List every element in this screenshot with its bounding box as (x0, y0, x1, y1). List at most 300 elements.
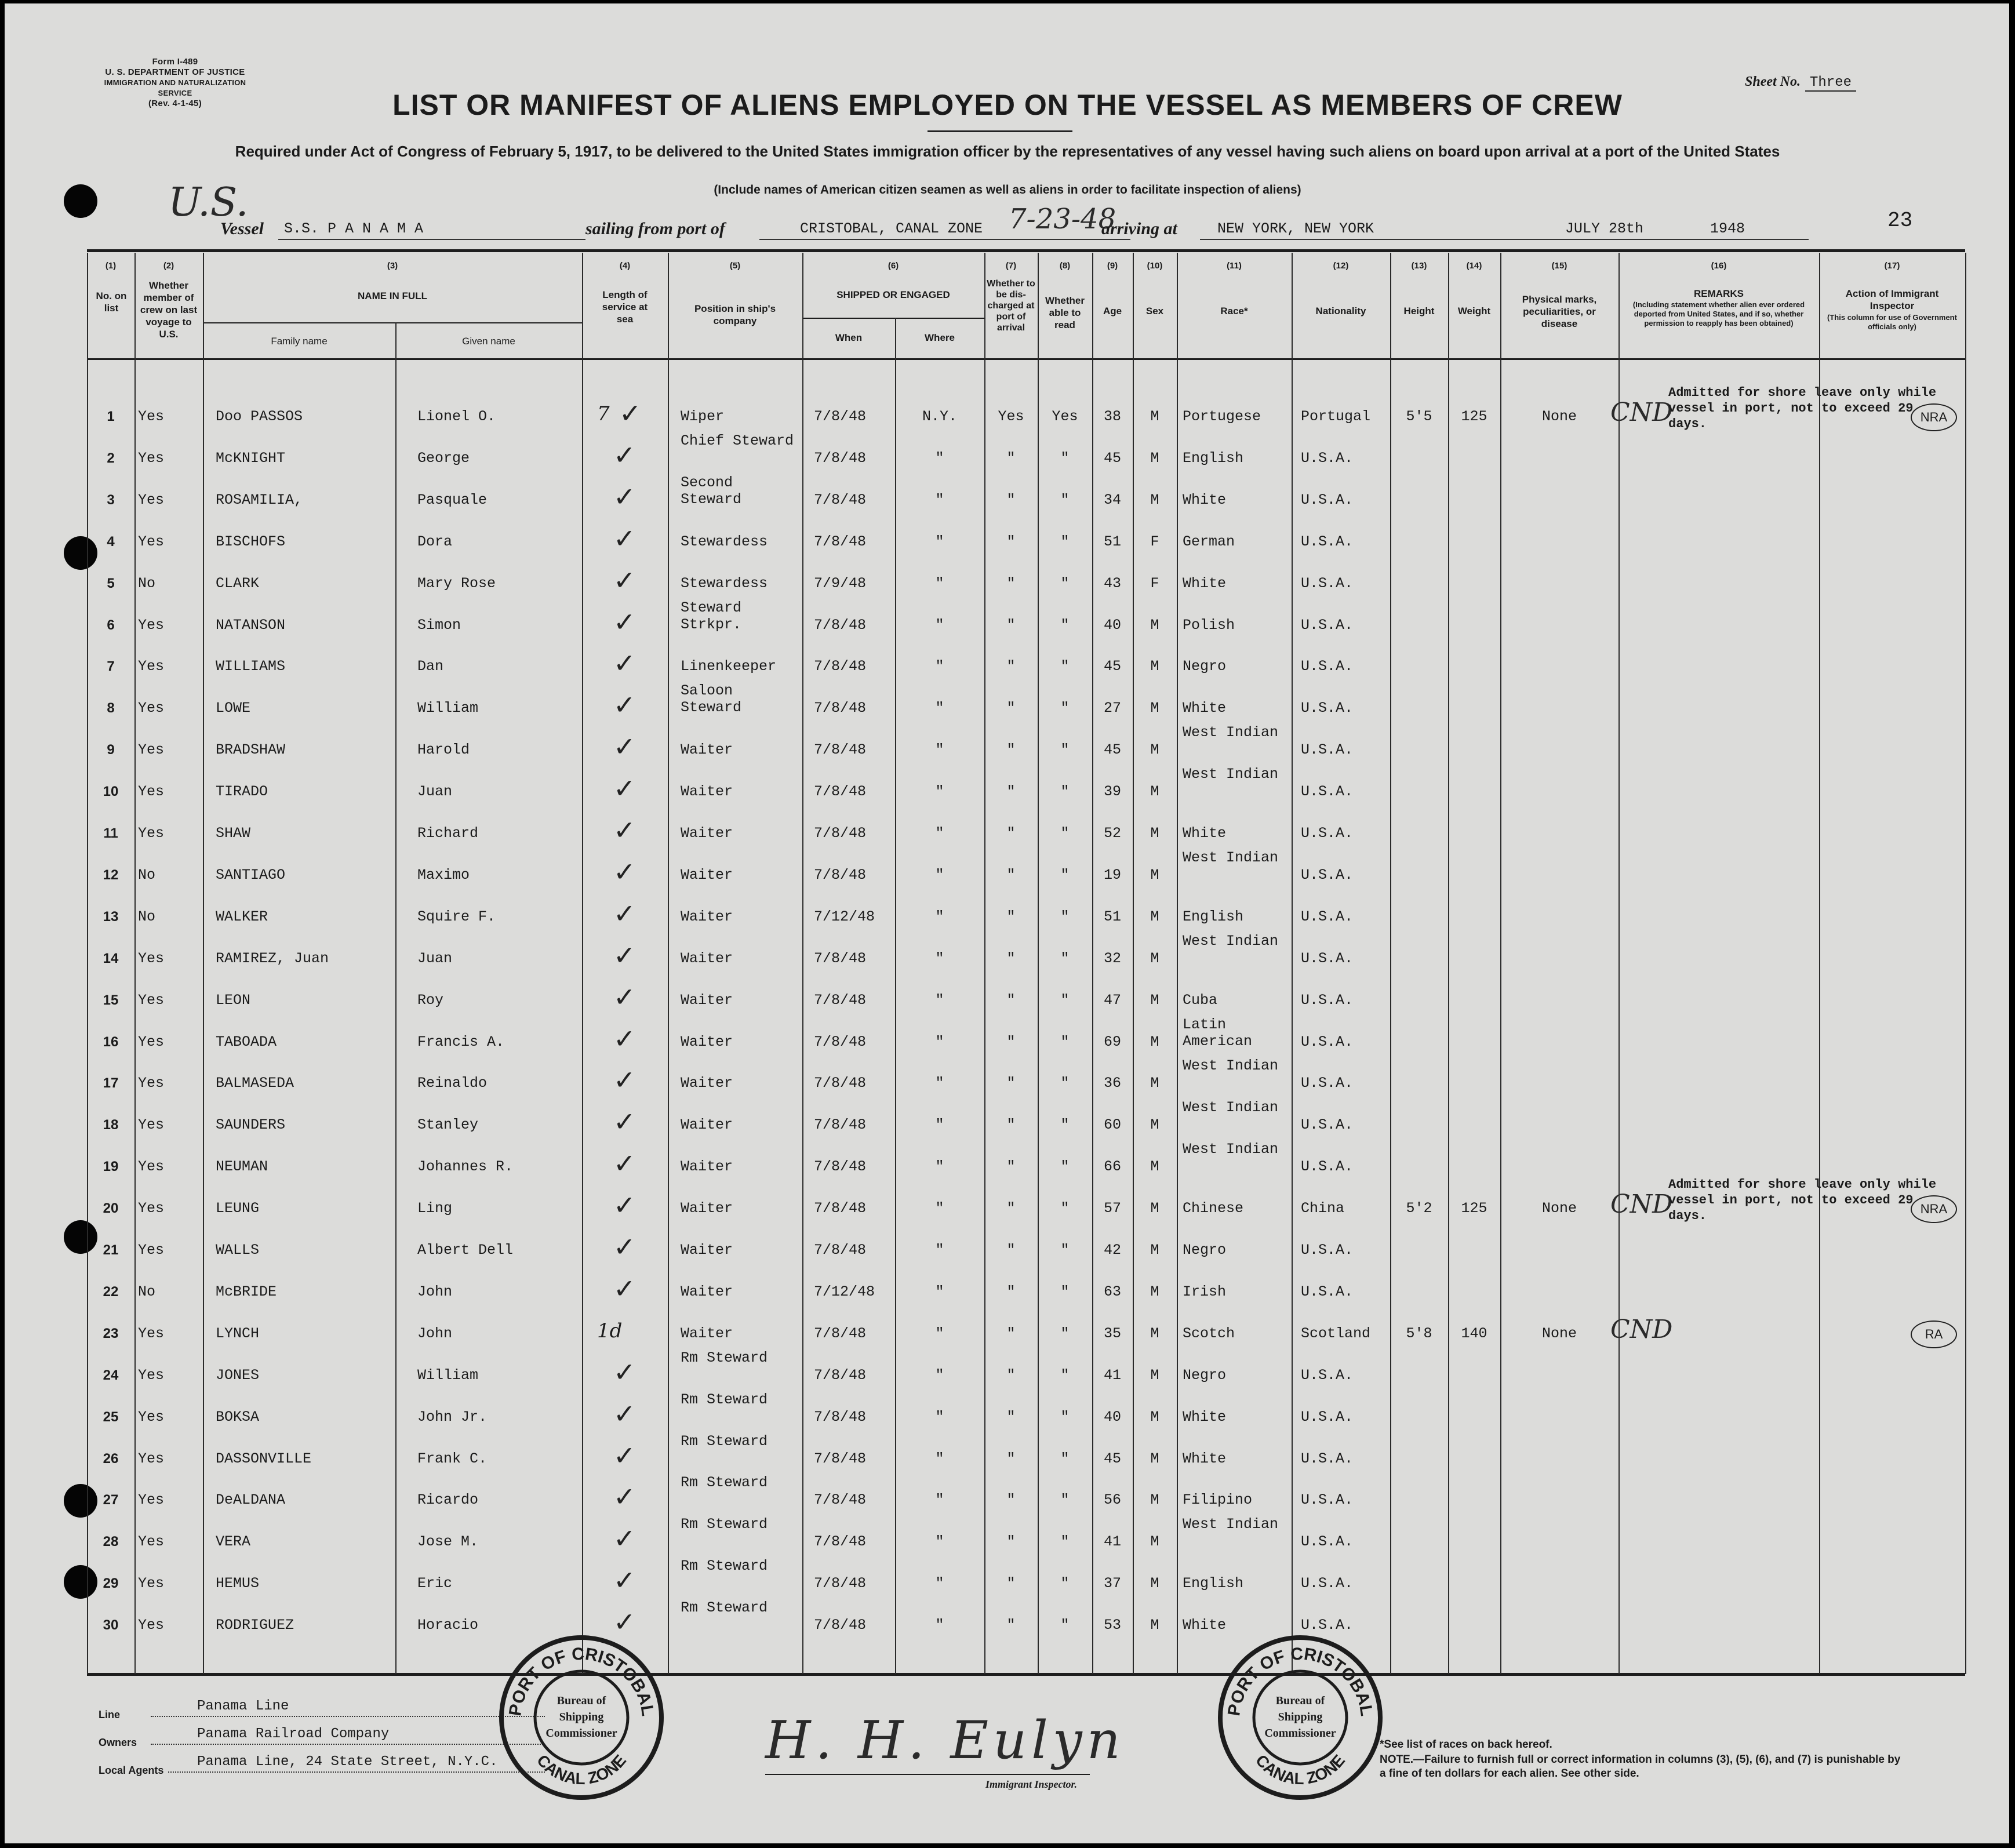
check-mark-icon: ✓ (613, 731, 636, 762)
cell-pos: Waiter (681, 867, 733, 883)
cell-last: Yes (138, 1367, 165, 1384)
cell-last: Yes (138, 950, 165, 967)
cell-pos: Waiter (681, 1283, 733, 1300)
col-number: (3) (387, 261, 398, 271)
cell-pos: Waiter (681, 1242, 733, 1258)
cell-race: German (1183, 533, 1235, 550)
cell-given: Albert Dell (417, 1242, 514, 1258)
cell-family: TABOADA (216, 1034, 277, 1050)
cell-read: " (1060, 658, 1070, 675)
cell-race: Negro (1183, 658, 1227, 675)
cell-race: English (1183, 450, 1244, 467)
form-revision: (Rev. 4-1-45) (148, 99, 202, 108)
sheet-value: Three (1805, 75, 1856, 92)
cell-nat: U.S.A. (1301, 992, 1354, 1009)
cell-read: " (1060, 533, 1070, 550)
cell-given: Squire F. (417, 908, 496, 925)
col-number: (7) (1005, 261, 1017, 271)
cell-no: 12 (103, 867, 119, 883)
cell-given: Ling (417, 1200, 453, 1217)
cell-when: 7/8/48 (814, 783, 867, 800)
col-header-remarks-sub: (Including statement whether alien ever ordered deported from United States, and if so, whether permission to reapply has been obtained) (1632, 300, 1805, 328)
cell-nat: U.S.A. (1301, 867, 1354, 883)
cell-no: 2 (107, 450, 115, 466)
check-mark-icon: ✓ (613, 689, 636, 721)
cell-no: 25 (103, 1409, 119, 1425)
cell-where: " (935, 1575, 944, 1592)
cell-read: " (1060, 741, 1070, 758)
col-divider (1965, 253, 1966, 1674)
cell-last: Yes (138, 1450, 165, 1467)
cell-dis: " (1006, 867, 1016, 883)
cell-dis: Yes (998, 408, 1024, 425)
cell-family: VERA (216, 1533, 251, 1550)
cell-age: 69 (1103, 1034, 1121, 1050)
cell-last: Yes (138, 1492, 165, 1508)
cell-sex: M (1150, 908, 1159, 925)
cell-sex: M (1150, 992, 1159, 1009)
cell-no: 17 (103, 1075, 119, 1091)
cell-dis: " (1006, 533, 1016, 550)
cell-read: " (1060, 1325, 1070, 1342)
cell-age: 27 (1103, 700, 1121, 716)
races-note: *See list of races on back hereof. (1380, 1738, 1552, 1751)
cell-race: West Indian (1183, 1057, 1279, 1074)
cell-last: Yes (138, 1617, 165, 1634)
cell-where: " (935, 741, 944, 758)
cell-marks: None (1541, 1325, 1577, 1342)
cell-pos: Waiter (681, 825, 733, 842)
cell-where: " (935, 992, 944, 1009)
cell-when: 7/8/48 (814, 1533, 867, 1550)
cell-family: NEUMAN (216, 1158, 268, 1175)
cell-when: 7/8/48 (814, 1200, 867, 1217)
col-divider (1292, 253, 1293, 1674)
cell-family: WALLS (216, 1242, 260, 1258)
check-mark-icon: ✓ (613, 606, 636, 638)
cell-read: " (1060, 575, 1070, 592)
form-department: U. S. DEPARTMENT OF JUSTICE (105, 67, 245, 77)
title-underline (928, 130, 1072, 132)
cell-race: White (1183, 700, 1227, 716)
cell-when: 7/8/48 (814, 950, 867, 967)
cell-read: " (1060, 992, 1070, 1009)
cell-age: 32 (1103, 950, 1121, 967)
cell-given: John Jr. (417, 1409, 488, 1425)
seal-bottom-text: CANAL ZONE (533, 1751, 630, 1788)
cell-age: 51 (1103, 533, 1121, 550)
cell-family: BRADSHAW (216, 741, 286, 758)
cell-nat: U.S.A. (1301, 1575, 1354, 1592)
cell-nat: U.S.A. (1301, 908, 1354, 925)
cell-when: 7/8/48 (814, 700, 867, 716)
col-header-where: Where (925, 332, 955, 343)
cell-read: " (1060, 908, 1070, 925)
cell-family: DeALDANA (216, 1492, 286, 1508)
cell-read: " (1060, 1034, 1070, 1050)
cell-age: 63 (1103, 1283, 1121, 1300)
cell-age: 42 (1103, 1242, 1121, 1258)
form-service: IMMIGRATION AND NATURALIZATION SERVICE (104, 78, 246, 97)
check-mark-icon: ✓ (619, 398, 642, 429)
col-divider (582, 253, 583, 1674)
handwritten-date: 7-23-48 (1009, 203, 1116, 235)
seal-inner-line: Shipping (1278, 1711, 1323, 1723)
cell-nat: U.S.A. (1301, 1367, 1354, 1384)
cell-dis: " (1006, 1492, 1016, 1508)
cell-pos: Waiter (681, 992, 733, 1009)
svg-text:CANAL ZONE (1252, 1751, 1348, 1788)
cell-race: English (1183, 1575, 1244, 1592)
cell-sex: M (1150, 825, 1159, 842)
cell-family: BISCHOFS (216, 533, 286, 550)
cell-pos: Rm Steward (681, 1349, 768, 1366)
remark-text: Admitted for shore leave only while vessel in port, not to exceed 29 days. (1668, 385, 1937, 431)
cell-age: 52 (1103, 825, 1121, 842)
cell-nat: U.S.A. (1301, 1242, 1354, 1258)
check-mark-icon: ✓ (613, 647, 636, 679)
check-mark-icon: ✓ (613, 1606, 636, 1638)
cell-where: " (935, 867, 944, 883)
cell-sex: M (1150, 1116, 1159, 1133)
cell-age: 56 (1103, 1492, 1121, 1508)
cell-family: HEMUS (216, 1575, 260, 1592)
col-header-name: NAME IN FULL (358, 290, 427, 301)
cell-last: Yes (138, 783, 165, 800)
col-number: (5) (729, 261, 741, 271)
owners-label: Owners (99, 1737, 137, 1748)
cell-when: 7/12/48 (814, 908, 875, 925)
cell-race: White (1183, 575, 1227, 592)
cell-dis: " (1006, 1450, 1016, 1467)
arrival-date: JULY 28th (1449, 220, 1809, 240)
cell-age: 39 (1103, 783, 1121, 800)
cell-race: Chinese (1183, 1200, 1244, 1217)
check-mark-icon: ✓ (613, 773, 636, 804)
cell-nat: U.S.A. (1301, 492, 1354, 508)
cell-nat: U.S.A. (1301, 825, 1354, 842)
col-divider (395, 322, 397, 1674)
handwritten-remark: CND (1610, 1189, 1673, 1219)
cell-where: " (935, 1492, 944, 1508)
handwritten-remark: CND (1610, 398, 1673, 427)
cell-dis: " (1006, 908, 1016, 925)
cell-when: 7/8/48 (814, 1367, 867, 1384)
cell-last: Yes (138, 617, 165, 634)
cell-no: 27 (103, 1492, 119, 1508)
check-mark-icon: ✓ (613, 1189, 636, 1221)
check-mark-icon: ✓ (613, 439, 636, 471)
cell-when: 7/8/48 (814, 1034, 867, 1050)
cell-when: 7/8/48 (814, 1075, 867, 1092)
cell-race: Irish (1183, 1283, 1227, 1300)
cell-nat: U.S.A. (1301, 1409, 1354, 1425)
cell-last: Yes (138, 1325, 165, 1342)
arrival-port: NEW YORK, NEW YORK (1200, 220, 1461, 240)
cell-given: Mary Rose (417, 575, 496, 592)
col-header-read: Whether able to read (1045, 295, 1085, 330)
cell-family: ROSAMILIA, (216, 492, 303, 508)
cell-given: George (417, 450, 470, 467)
cell-pos: Waiter (681, 950, 733, 967)
check-mark-icon: ✓ (613, 856, 636, 887)
col-header-no: No. on list (96, 290, 127, 314)
cell-race: Negro (1183, 1367, 1227, 1384)
cell-dis: " (1006, 1533, 1016, 1550)
cell-where: " (935, 1617, 944, 1634)
cell-dis: " (1006, 1575, 1016, 1592)
inspector-action-badge: NRA (1911, 403, 1957, 431)
cell-sex: M (1150, 617, 1159, 634)
cell-last: Yes (138, 658, 165, 675)
cell-where: " (935, 533, 944, 550)
cell-family: McBRIDE (216, 1283, 277, 1300)
cell-where: " (935, 1367, 944, 1384)
cell-where: " (935, 1200, 944, 1217)
cell-given: Stanley (417, 1116, 479, 1133)
cell-sex: M (1150, 950, 1159, 967)
cell-dis: " (1006, 658, 1016, 675)
col-header-race: Race* (1220, 305, 1248, 317)
cell-no: 13 (103, 909, 119, 925)
cell-age: 60 (1103, 1116, 1121, 1133)
col-number: (14) (1466, 261, 1482, 271)
cell-given: Roy (417, 992, 444, 1009)
col-divider (1819, 253, 1820, 1674)
cell-read: " (1060, 1450, 1070, 1467)
cell-read: " (1060, 1283, 1070, 1300)
cell-age: 53 (1103, 1617, 1121, 1634)
seal-inner-line: Bureau of (557, 1694, 606, 1707)
cell-service: 7 (597, 402, 610, 425)
cell-no: 28 (103, 1534, 119, 1549)
cell-sex: M (1150, 1450, 1159, 1467)
cell-sex: M (1150, 408, 1159, 425)
cell-nat: U.S.A. (1301, 658, 1354, 675)
cell-no: 24 (103, 1367, 119, 1383)
inspector-label: Immigrant Inspector. (985, 1778, 1078, 1790)
cell-dis: " (1006, 450, 1016, 467)
port-seal-right (1216, 1634, 1384, 1802)
cell-sex: F (1150, 575, 1159, 592)
inspector-signature: H. H. Eulyn (765, 1710, 1125, 1771)
line-label: Line (99, 1709, 121, 1720)
cell-nat: Portugal (1301, 408, 1371, 425)
check-mark-icon: ✓ (613, 1523, 636, 1554)
cell-family: TIRADO (216, 783, 268, 800)
col-number: (12) (1333, 261, 1349, 271)
col-header-remarks: REMARKS (1694, 288, 1744, 299)
cell-where: " (935, 1533, 944, 1550)
col-divider (134, 253, 136, 1674)
cell-when: 7/8/48 (814, 992, 867, 1009)
cell-where: " (935, 575, 944, 592)
header-bottom-rule (87, 358, 1965, 360)
cell-no: 22 (103, 1284, 119, 1300)
cell-nat: U.S.A. (1301, 783, 1354, 800)
cell-when: 7/8/48 (814, 1617, 867, 1634)
cell-pos: Rm Steward (681, 1558, 768, 1574)
cell-where: " (935, 658, 944, 675)
cell-when: 7/8/48 (814, 1158, 867, 1175)
col-number: (4) (619, 261, 631, 271)
cell-last: Yes (138, 1075, 165, 1092)
cell-service: 1d (597, 1319, 623, 1343)
cell-last: No (138, 867, 156, 883)
col-divider (1448, 253, 1449, 1674)
cell-last: Yes (138, 492, 165, 508)
cell-dis: " (1006, 1075, 1016, 1092)
col-divider (1618, 253, 1620, 1674)
cell-given: Simon (417, 617, 461, 634)
cell-age: 43 (1103, 575, 1121, 592)
cell-age: 45 (1103, 658, 1121, 675)
remark-text: Admitted for shore leave only while vessel in port, not to exceed 29 days. (1668, 1177, 1937, 1223)
check-mark-icon: ✓ (613, 1023, 636, 1054)
handwritten-mark: U.S. (168, 180, 249, 225)
cell-family: McKNIGHT (216, 450, 286, 467)
cell-read: " (1060, 1533, 1070, 1550)
cell-dis: " (1006, 617, 1016, 634)
cell-sex: M (1150, 1575, 1159, 1592)
cell-given: John (417, 1283, 453, 1300)
cell-wt: 125 (1461, 1200, 1487, 1217)
cell-given: Harold (417, 741, 470, 758)
cell-family: RODRIGUEZ (216, 1617, 294, 1634)
cell-family: CLARK (216, 575, 260, 592)
check-mark-icon: ✓ (613, 1398, 636, 1429)
col-number: (11) (1227, 261, 1242, 271)
cell-where: " (935, 492, 944, 508)
cell-nat: U.S.A. (1301, 450, 1354, 467)
seal-top-text: PORT OF CRISTOBAL (505, 1644, 657, 1718)
cell-where: " (935, 950, 944, 967)
col-header-sex: Sex (1145, 305, 1164, 317)
cell-when: 7/8/48 (814, 408, 867, 425)
col-header-nationality: Nationality (1315, 305, 1366, 317)
cell-race: Scotch (1183, 1325, 1235, 1342)
seal-inner-line: Bureau of (1275, 1694, 1325, 1707)
cell-no: 6 (107, 617, 115, 633)
cell-sex: M (1150, 492, 1159, 508)
cell-where: " (935, 1242, 944, 1258)
cell-sex: M (1150, 450, 1159, 467)
cell-age: 36 (1103, 1075, 1121, 1092)
cell-no: 5 (107, 576, 115, 591)
cell-last: Yes (138, 1533, 165, 1550)
col-number: (9) (1107, 261, 1118, 271)
cell-family: JONES (216, 1367, 260, 1384)
cell-last: Yes (138, 1575, 165, 1592)
cell-where: " (935, 1075, 944, 1092)
check-mark-icon: ✓ (613, 1481, 636, 1512)
cell-sex: M (1150, 867, 1159, 883)
cell-read: " (1060, 867, 1070, 883)
cell-sex: M (1150, 783, 1159, 800)
cell-sex: M (1150, 700, 1159, 716)
cell-where: " (935, 1158, 944, 1175)
check-mark-icon: ✓ (613, 1148, 636, 1179)
cell-nat: U.S.A. (1301, 1158, 1354, 1175)
cell-dis: " (1006, 825, 1016, 842)
cell-wt: 125 (1461, 408, 1487, 425)
col-divider (802, 253, 803, 1674)
cell-race: West Indian (1183, 933, 1279, 950)
cell-given: William (417, 700, 479, 716)
cell-last: Yes (138, 1242, 165, 1258)
cell-when: 7/12/48 (814, 1283, 875, 1300)
cell-read: " (1060, 783, 1070, 800)
col-divider (1177, 253, 1178, 1674)
col-number: (8) (1059, 261, 1071, 271)
cell-nat: U.S.A. (1301, 1034, 1354, 1050)
cell-read: Yes (1052, 408, 1078, 425)
cell-race: White (1183, 825, 1227, 842)
check-mark-icon: ✓ (613, 1064, 636, 1096)
cell-given: Reinaldo (417, 1075, 488, 1092)
cell-no: 8 (107, 700, 115, 716)
cell-when: 7/8/48 (814, 741, 867, 758)
cell-race: Negro (1183, 1242, 1227, 1258)
cell-given: Juan (417, 783, 453, 800)
vessel-label: Vessel (220, 219, 264, 238)
cell-when: 7/8/48 (814, 1450, 867, 1467)
cell-nat: U.S.A. (1301, 741, 1354, 758)
cell-race: White (1183, 1450, 1227, 1467)
cell-race: Cuba (1183, 992, 1218, 1009)
cell-given: John (417, 1325, 453, 1342)
cell-pos: Stewardess (681, 575, 768, 592)
cell-sex: M (1150, 1533, 1159, 1550)
cell-nat: U.S.A. (1301, 1075, 1354, 1092)
cell-read: " (1060, 1242, 1070, 1258)
cell-no: 15 (103, 992, 119, 1008)
cell-no: 10 (103, 784, 119, 799)
cell-sex: M (1150, 1283, 1159, 1300)
cell-family: LEON (216, 992, 251, 1009)
cell-pos: Rm Steward (681, 1433, 768, 1450)
col-divider (203, 253, 204, 1674)
cell-nat: U.S.A. (1301, 1283, 1354, 1300)
cell-dis: " (1006, 950, 1016, 967)
cell-nat: China (1301, 1200, 1345, 1217)
cell-sex: M (1150, 1242, 1159, 1258)
cell-no: 4 (107, 534, 115, 550)
cell-age: 34 (1103, 492, 1121, 508)
cell-pos: Waiter (681, 1200, 733, 1217)
cell-when: 7/8/48 (814, 658, 867, 675)
sheet-label: Sheet No. (1745, 74, 1801, 89)
cell-given: Francis A. (417, 1034, 505, 1050)
cell-family: SAUNDERS (216, 1116, 286, 1133)
check-mark-icon: ✓ (613, 814, 636, 846)
cell-age: 57 (1103, 1200, 1121, 1217)
cell-dis: " (1006, 1200, 1016, 1217)
cell-no: 20 (103, 1201, 119, 1216)
cell-given: Dora (417, 533, 453, 550)
cell-where: " (935, 1034, 944, 1050)
cell-age: 47 (1103, 992, 1121, 1009)
col-divider (1390, 253, 1391, 1674)
cell-age: 45 (1103, 1450, 1121, 1467)
cell-sex: M (1150, 1325, 1159, 1342)
cell-sex: M (1150, 741, 1159, 758)
cell-read: " (1060, 1158, 1070, 1175)
cell-read: " (1060, 617, 1070, 634)
col-divider (1500, 253, 1501, 1674)
check-mark-icon: ✓ (613, 898, 636, 929)
cell-read: " (1060, 1116, 1070, 1133)
